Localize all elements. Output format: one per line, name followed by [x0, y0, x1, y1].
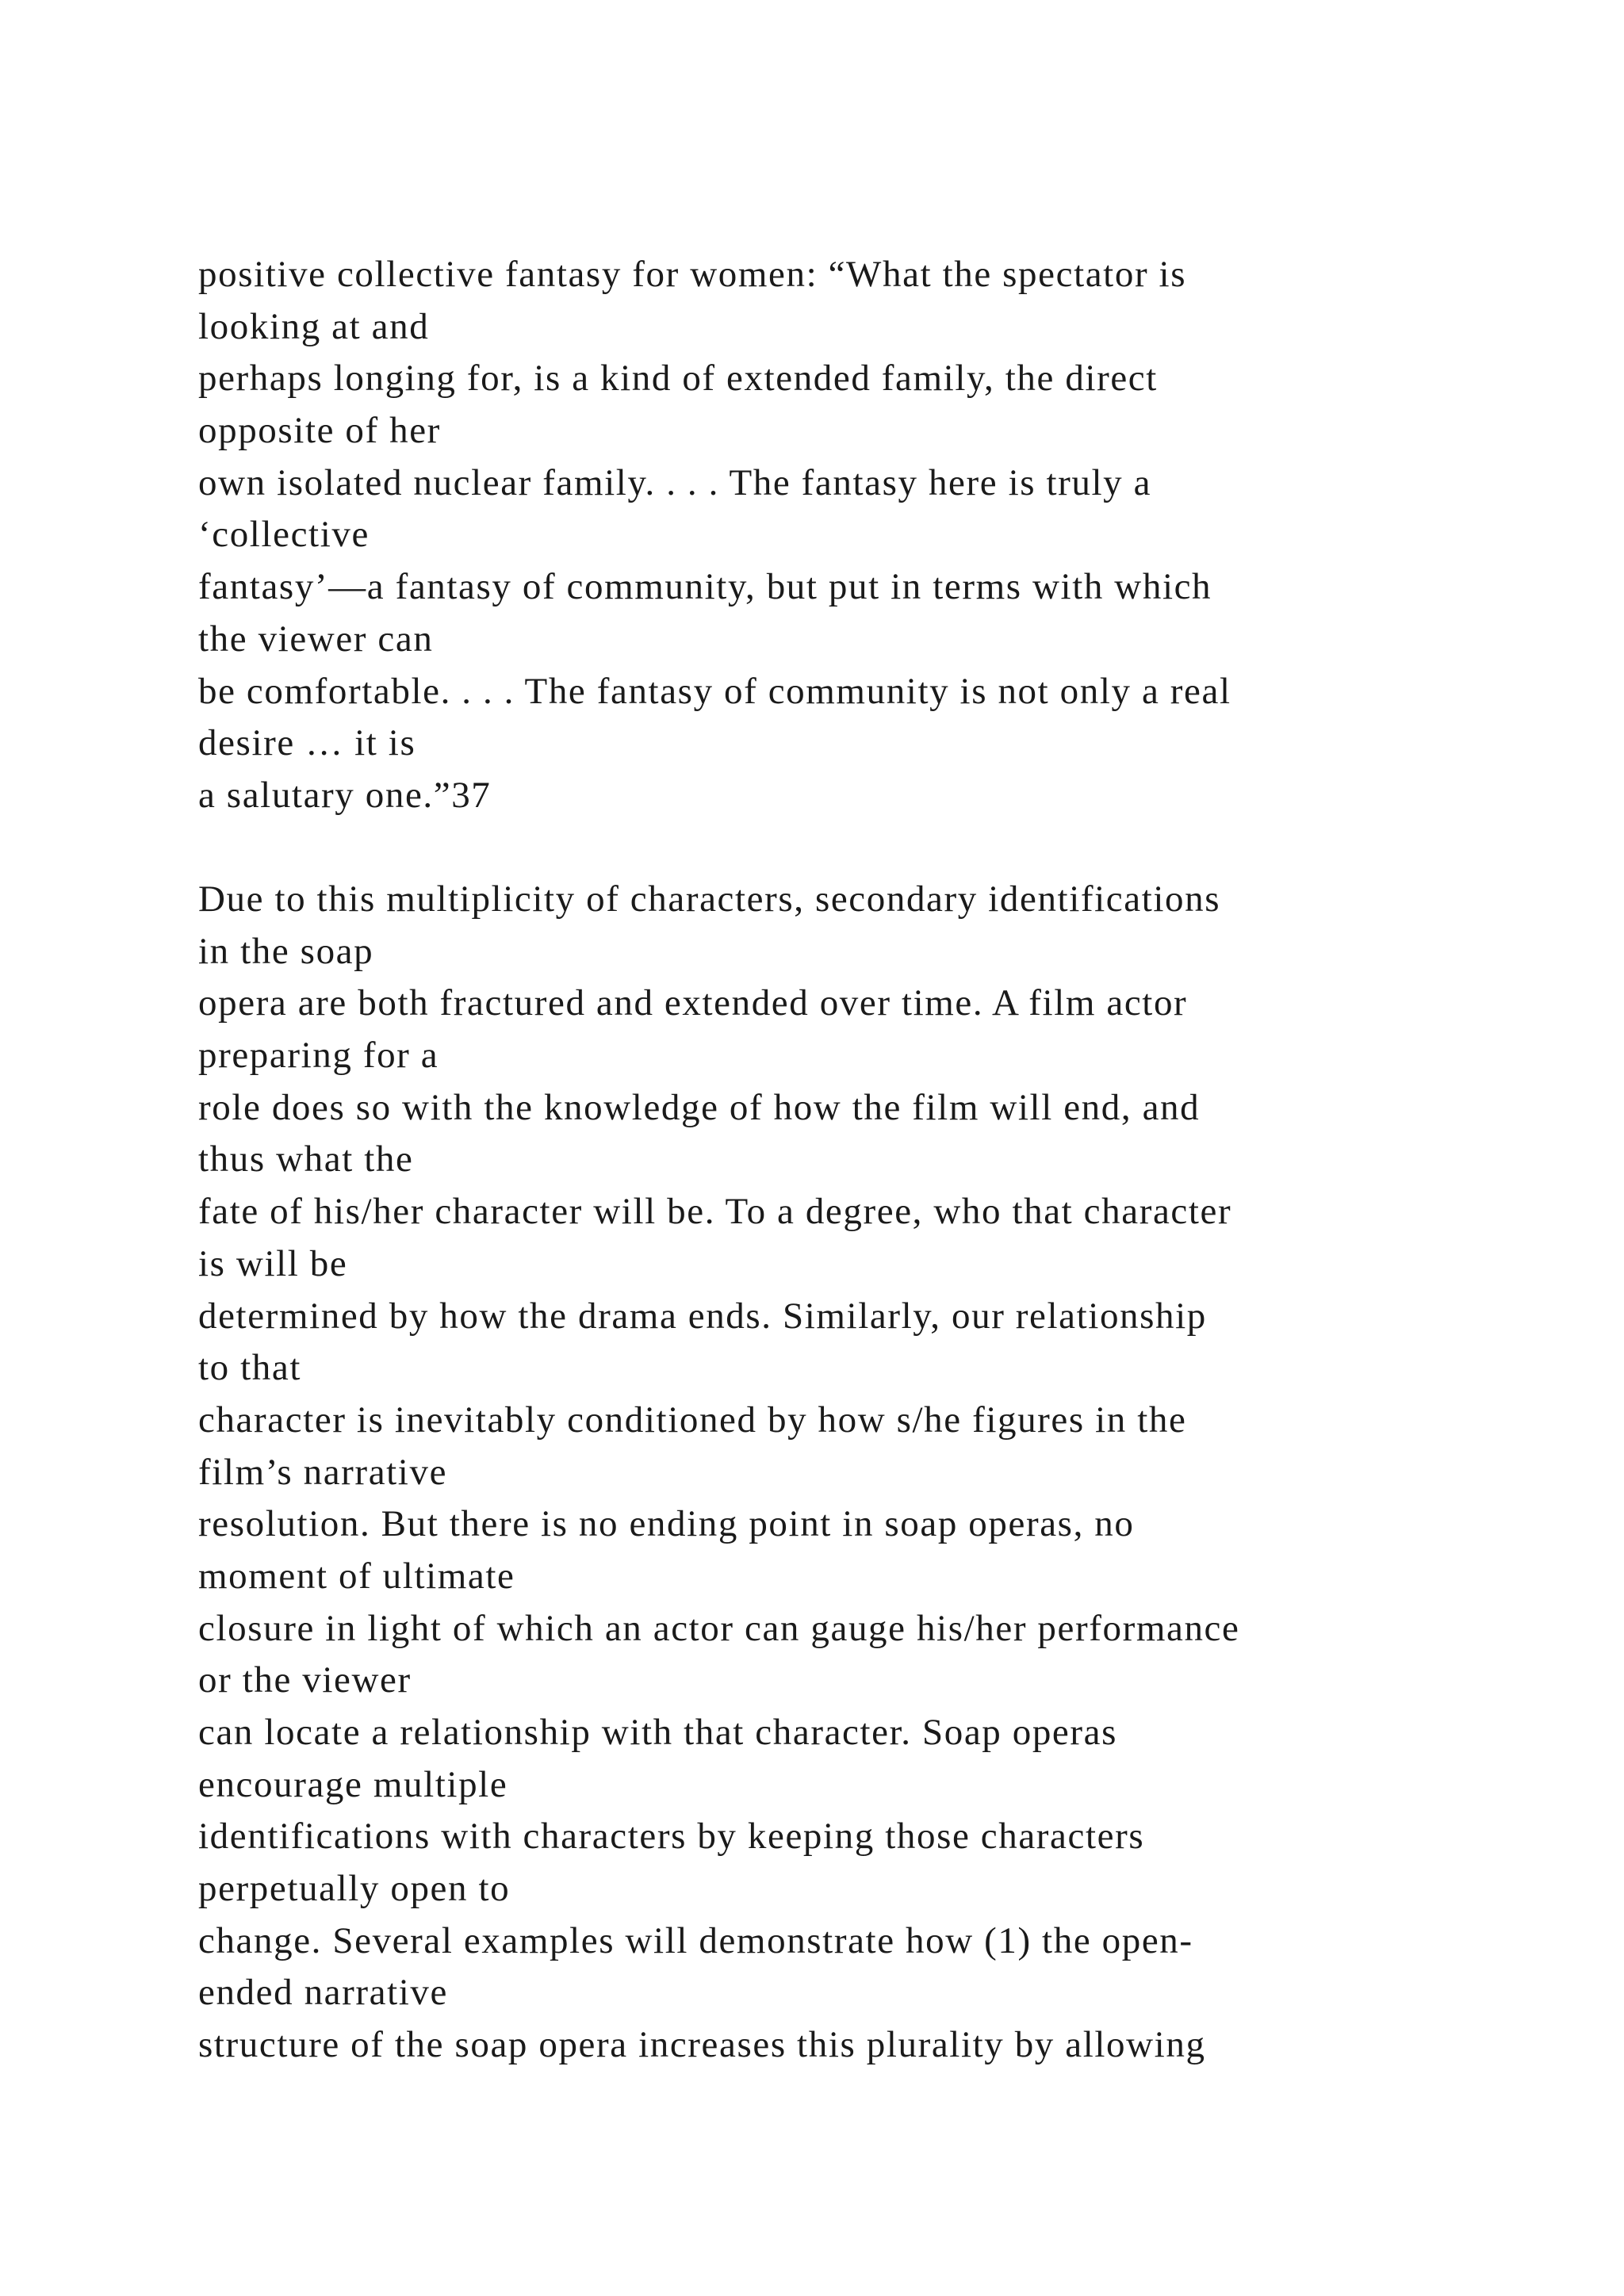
- text-line: a salutary one.”37: [198, 774, 492, 816]
- text-line: ended narrative: [198, 1972, 448, 2014]
- text-line: own isolated nuclear family. . . . The fantasy here is truly a: [198, 461, 1152, 503]
- text-line: positive collective fantasy for women: “What the spectator is: [198, 254, 1187, 295]
- text-line: opera are both fractured and extended over time. A film actor: [198, 982, 1188, 1024]
- text-line: to that: [198, 1347, 301, 1389]
- text-line: ‘collective: [198, 514, 370, 556]
- text-line: change. Several examples will demonstrate how (1) the open-: [198, 1919, 1193, 1961]
- paragraph-multiplicity: [198, 874, 1546, 2072]
- text-line: the viewer can: [198, 618, 434, 660]
- text-line: is will be: [198, 1242, 348, 1284]
- text-line: looking at and: [198, 305, 430, 347]
- text-line: preparing for a: [198, 1035, 439, 1077]
- text-line: opposite of her: [198, 410, 441, 452]
- text-line: role does so with the knowledge of how the film will end, and: [198, 1086, 1201, 1128]
- text-line: encourage multiple: [198, 1763, 508, 1805]
- text-line: resolution. But there is no ending point in soap operas, no: [198, 1503, 1135, 1545]
- text-line: desire … it is: [198, 722, 416, 764]
- text-line: moment of ultimate: [198, 1555, 515, 1597]
- text-line: can locate a relationship with that character. Soap operas: [198, 1712, 1117, 1753]
- paragraph-quote-continuation: [198, 249, 1546, 822]
- text-line: or the viewer: [198, 1659, 412, 1701]
- text-line: in the soap: [198, 930, 374, 972]
- text-line: closure in light of which an actor can gauge his/her performance: [198, 1607, 1240, 1649]
- text-line: fantasy’—a fantasy of community, but put in terms with which: [198, 566, 1212, 608]
- text-line: Due to this multiplicity of characters, secondary identifications: [198, 878, 1221, 920]
- text-line: determined by how the drama ends. Similarly, our relationship: [198, 1295, 1207, 1337]
- text-line: film’s narrative: [198, 1451, 448, 1493]
- text-line: perpetually open to: [198, 1868, 511, 1910]
- text-line: character is inevitably conditioned by how s/he figures in the: [198, 1399, 1187, 1441]
- text-line: be comfortable. . . . The fantasy of community is not only a real: [198, 670, 1231, 712]
- text-line: thus what the: [198, 1138, 414, 1181]
- text-line: perhaps longing for, is a kind of extended family, the direct: [198, 358, 1158, 400]
- text-line: fate of his/her character will be. To a degree, who that character: [198, 1191, 1232, 1233]
- text-line: structure of the soap opera increases this plurality by allowing: [198, 2024, 1206, 2066]
- text-line: identifications with characters by keeping those characters: [198, 1816, 1145, 1858]
